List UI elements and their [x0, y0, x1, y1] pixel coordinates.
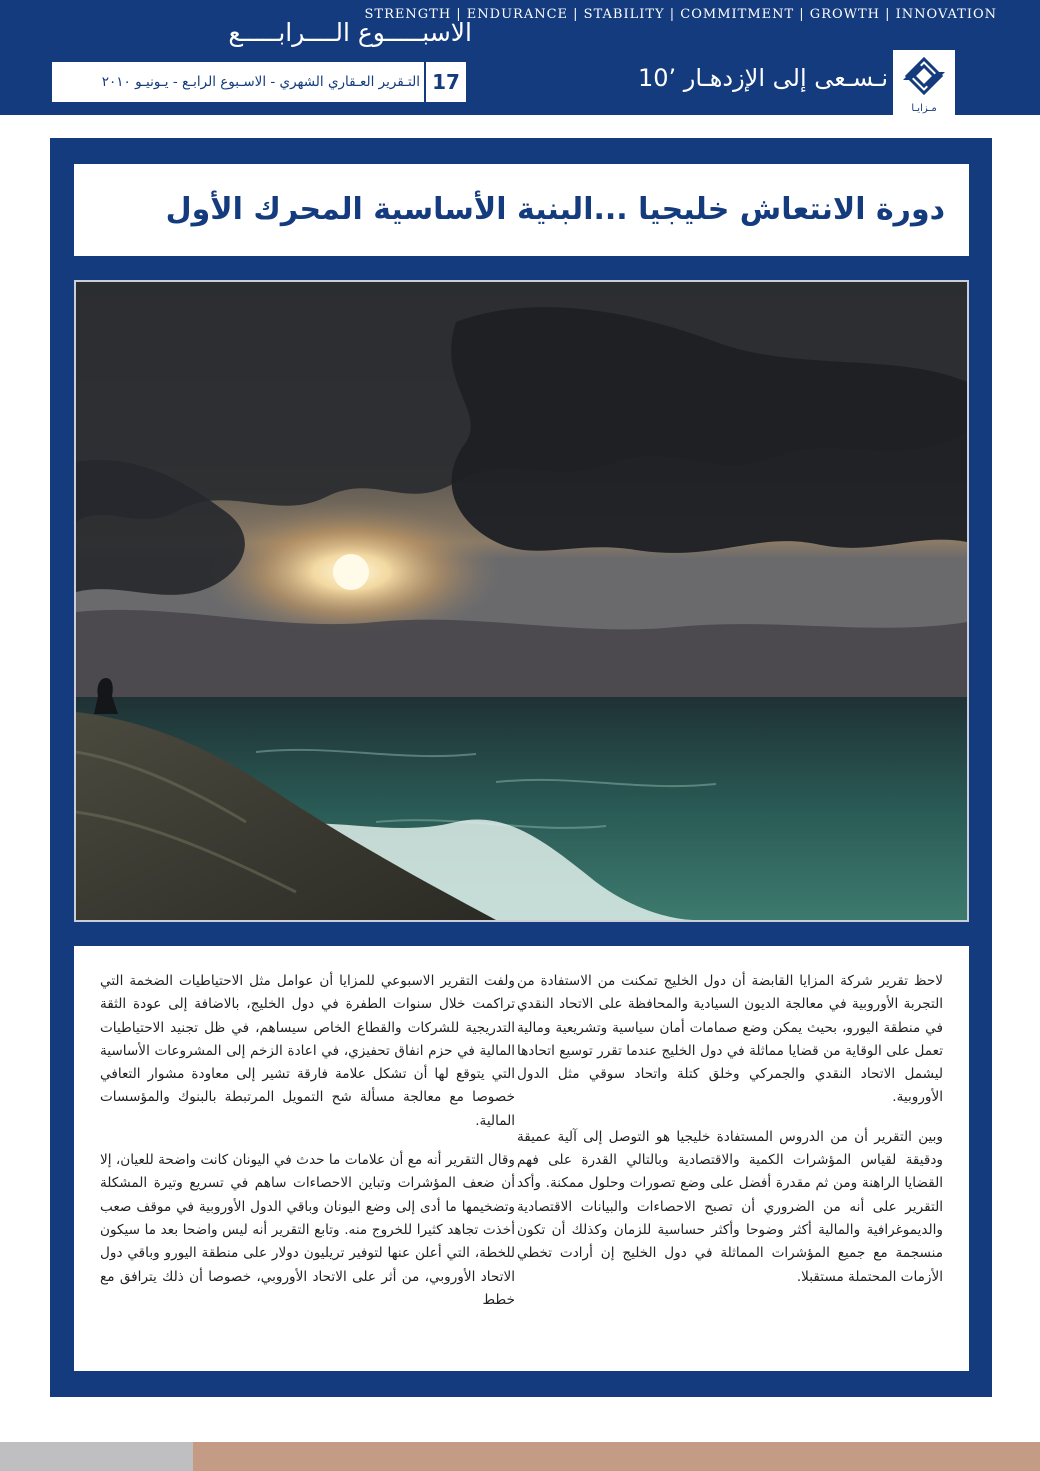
paragraph: وبين التقرير أن من الدروس المستفادة خليجيا هو التوصل إلى آلية عميقة ودقيقة لقياس المؤشرات الكمية والاقتصادية وبالتالي القدرة على فهم القضايا الراهنة ومن ثم مقدرة أفضل على وضع تصورات وحلول ممكنة. وأكد التقرير على أنه من الضروري أن تصبح الاحصاءات والبيانات الاقتصادية والديموغرافية والمالية أكثر وضوحا وأكثر حساسية للزمان وكذلك أن تكون منسجمة مع جميع المؤشرات المماثلة في دول الخليج إن أرادت تخطي الأزمات المحتملة مستقبلا.	[517, 1128, 943, 1285]
report-info-box	[50, 60, 468, 104]
footer-band	[193, 1442, 1040, 1471]
logo-mark-icon	[899, 54, 949, 98]
paragraph: لاحظ تقرير شركة المزايا القابضة أن دول الخليج تمكنت من الاستفادة من التجربة الأوروبية في معالجة الديون السيادية والمحافظة على الاتحاد النقدي في منطقة اليورو، بحيث يمكن وضع صمامات أمان سياسية وتشريعية ومالية تعمل على الوقاية من قضايا مماثلة في دول الخليج عندما تقرر توسيع اتحادها ليشمل الاتحاد النقدي والجمركي وخلق كتلة واتحاد سوقي مثل الدول الأوروبية.	[517, 973, 943, 1106]
article-column-left	[100, 970, 515, 1328]
paragraph: وقال التقرير أنه مع أن علامات ما حدث في اليونان كانت واضحة للعيان، إلا أن ضعف المؤشرات وتباين الاحصاءات ساهم في تسريع وتيرة المشكلة وتضخيمها ما أدى إلى وضع اليونان وباقي الدول الأوروبية في موقف صعب أخذت تجاهد كثيرا للخروج منه. وتابع التقرير أنه ليس واضحا بعد ما سيكون للخطة، التي أعلن عنها لتوفير تريليون دولار على منطقة اليورو وباقي دول الاتحاد الأوروبي، من أثر على الاتحاد الأوروبي، خصوصا أن ذلك يترافق مع خطط	[100, 1152, 515, 1308]
footer-gray-strip	[0, 1442, 193, 1471]
stormy-sea-photo	[74, 280, 969, 922]
week-title: الاسبـــــوع الــــرابـــــع	[228, 18, 472, 47]
title-box	[74, 164, 969, 256]
report-description: التـقرير العـقاري الشهري - الاسـبوع الرابـع - يـونيـو ٢٠١٠	[101, 74, 420, 90]
page-number: 17	[424, 62, 466, 102]
footer-values: STRENGTH | ENDURANCE | STABILITY | COMMITMENT | GROWTH | INNOVATION	[364, 7, 997, 22]
article-column-right	[517, 970, 943, 1305]
slogan: نـسـعى إلى الإزدهـار 10٬	[638, 64, 888, 92]
paragraph: ولفت التقرير الاسبوعي للمزايا أن عوامل مثل الاحتياطيات الضخمة التي تراكمت خلال سنوات الطفرة في دول الخليج، بالاضافة إلى عودة الثقة التدريجية للشركات والقطاع الخاص سيساهم، في ظل تجنيد الاحتياطيات المالية في حزم انفاق تحفيزي، في اعادة الزخم إلى المشروعات الأساسية التي يتوقع لها أن تشكل علامة فارقة تشير إلى معاودة مشوار التعافي خصوصا مع معالجة مسألة شح التمويل المرتبطة بالبنوك والمؤسسات المالية.	[100, 973, 515, 1129]
article-body	[74, 946, 969, 1371]
mazaya-logo	[893, 50, 955, 115]
logo-text: مـزايـا	[911, 103, 937, 114]
article-title: دورة الانتعاش خليجيا ...البنية الأساسية المحرك الأول	[165, 192, 945, 227]
